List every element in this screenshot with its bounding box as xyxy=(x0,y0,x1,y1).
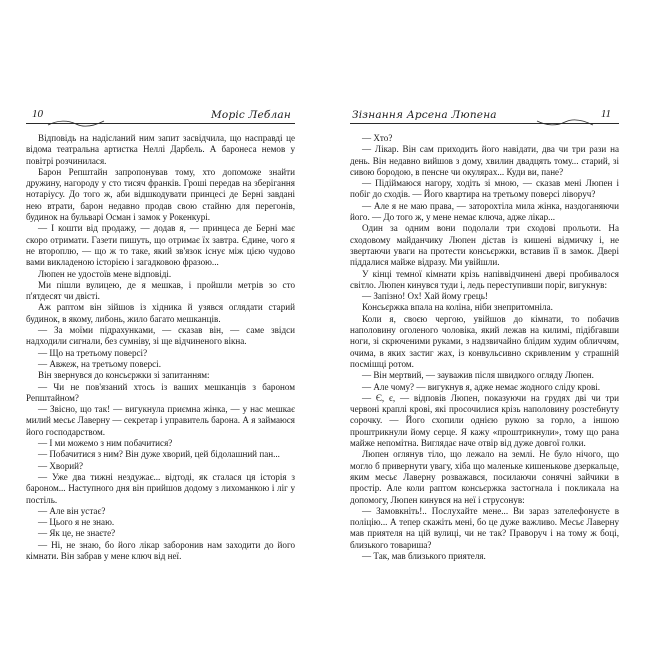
right-page xyxy=(350,107,619,562)
paragraph: — Що на третьому поверсі? xyxy=(38,347,148,358)
paragraph: — Ні, не знаю, бо його лікар заборонив нам заходити до його кімнати. Він забрав у мене ключ від неї. xyxy=(26,539,295,561)
paragraph: — Звісно, що так! — вигукнула приємна жінка, — у нас мешкає милий месьє Лаверну — секретар і управитель барона. А я займаюся його господарством. xyxy=(26,404,295,437)
right-page-header xyxy=(350,107,619,124)
paragraph: — Але він устає? xyxy=(38,505,106,516)
paragraph: — Цього я не знаю. xyxy=(38,517,115,528)
left-page-number: 10 xyxy=(32,108,43,120)
paragraph: — Побачитися з ним? Він дуже хворий, цей бідолашний пан... xyxy=(38,449,280,460)
paragraph: — Уже два тижні нездужає... відтоді, як сталася ця історія з бароном... Наступного дня він прийшов додому з лихоманкою і ліг у постіль. xyxy=(26,471,295,505)
paragraph: — Але я не маю права, — заторохтіла мила жінка, наздоганяючи його. — До того ж, у мене немає ключа, адже лікар... xyxy=(350,200,619,223)
right-page-number: 11 xyxy=(600,108,611,120)
paragraph: Барон Репштайн запропонував тому, хто допоможе знайти дружину, нагороду у сто тисяч франків. Гроші передав на зберігання нотаріусу. До того ж, аби відшкодувати принцесі де Берні завдані нею втрати, барон недавно продав свою стайню для перегонів, будинок на бульварі Осман і замок у Рокенкурі. xyxy=(26,166,295,223)
paragraph: Він звернувся до консьєржки зі запитанням: xyxy=(38,370,210,381)
left-running-head: Моріс Леблан xyxy=(210,109,291,121)
paragraph: — Підіймаюся нагору, ходіть зі мною, — сказав мені Люпен і побіг до сходів. — Його квартира на третьому поверсі ліворуч? xyxy=(350,178,619,200)
paragraph: — Хворий? xyxy=(38,460,84,471)
paragraph: Аж раптом він зійшов із хідника й узявся оглядати старий будинок, в якому, либонь, жило багато мешканців. xyxy=(26,302,295,324)
paragraph: У кінці темної кімнати крізь напіввідчинені двері пробивалося світло. Люпен кинувся туди і, ледь переступивши поріг, вигукнув: xyxy=(350,268,619,290)
paragraph: — Але чому? — вигукнув я, адже немає жодного сліду крові. xyxy=(362,381,601,392)
right-flourish-icon xyxy=(535,119,595,127)
paragraph: — І ми можемо з ним побачитися? xyxy=(38,438,173,449)
left-page xyxy=(26,107,295,562)
paragraph: — Як це, не знаєте? xyxy=(38,528,116,539)
paragraph: — Є, є, — відповів Люпен, показуючи на грудях дві чи три червоні краплі крові, які просочилися крізь наполовину розстебнуту сорочку. — Його схопили однією рукою за горло, а іншою проштрикнули йому серце. Я кажу «проштрикнули», тому що рана майже непомітна. Виглядає наче отвір від дуже довгої голки. xyxy=(350,392,619,449)
paragraph: Відповідь на надісланий ним запит засвідчила, що насправді це відома театральна артистка Неллі Дарбель. А баронеса немов у повітрі розчинилася. xyxy=(26,133,295,166)
paragraph: — Замовкніть!.. Послухайте мене... Ви зараз зателефонуєте в поліцію... А тепер скажіть мені, бо це дуже важливо. Месьє Лаверну мав приятеля на цій вулиці, чи не так? Праворуч і на тому ж боці, близького товариша? xyxy=(350,505,619,550)
paragraph: — Хто? xyxy=(362,133,393,143)
right-page-text xyxy=(350,133,619,562)
paragraph: Коли я, своєю чергою, увійшов до кімнати, то побачив наполовину оголеного чоловіка, який лежав на килимі, підібгавши ноги, зі скрюченими руками, з надзвичайно блідим худим обличчям, очима, в яких застиг жах, із конвульсивно скривленим у страшній посмішці ротом. xyxy=(350,313,619,369)
paragraph: — Авжеж, на третьому поверсі. xyxy=(38,358,161,369)
paragraph: — Лікар. Він сам приходить його навідати, два чи три рази на день. Він недавно вийшов з дому, хвилин двадцять тому... старий, зі сивою бородою, в пенсне чи окулярах... Куди ви, пане? xyxy=(350,144,619,177)
paragraph: Люпен оглянув тіло, що лежало на землі. Не було нічого, що могло б привернути увагу, хіба що маленьке кишенькове дзеркальце, яким месьє Лаверну розважався, посилаючи сонячні зайчики в простір. Але коли раптом консьєржка застогнала і покликала на допомогу, Люпен кинувся на неї і струсонув: xyxy=(350,449,619,505)
paragraph: — Запізно! Ох! Хай йому грець! xyxy=(362,291,488,302)
right-running-head: Зізнання Арсена Люпена xyxy=(352,109,497,121)
paragraph: — Так, мав близького приятеля. xyxy=(362,550,486,561)
paragraph: — Він мертвий, — зауважив після швидкого огляду Люпен. xyxy=(362,370,594,381)
paragraph: Один за одним вони подолали три сходові прольоти. На сходовому майданчику Люпен дістав із кишені відмичку і, не звертаючи уваги на протести консьєржки, вставив її в замок. Двері піддалися майже відразу. Ми увійшли. xyxy=(350,223,619,268)
paragraph: — І кошти від продажу, — додав я, — принцеса де Берні має скоро отримати. Газети пишуть, що отримає їх завтра. Єдине, чого я не второплю, — що ж то таке, який зв'язок існує між цією чудово вами викладеною історією і загадковою фразою... xyxy=(26,223,295,268)
paragraph: — За моїми підрахунками, — сказав він, — саме звідси надходили сигнали, без сумніву, зі ще відчиненого вікна. xyxy=(26,325,295,347)
paragraph: Ми пішли вулицею, де я мешкав, і пройшли метрів зо сто п'ятдесят чи двісті. xyxy=(26,279,295,302)
paragraph: Консьєржка впала на коліна, ніби знепритомніла. xyxy=(362,302,553,313)
paragraph: — Чи не пов'язаний хтось із ваших мешканців з бароном Репштайном? xyxy=(26,381,295,403)
left-page-header xyxy=(26,107,295,124)
paragraph: Люпен не удостоїв мене відповіді. xyxy=(38,268,172,279)
left-page-text xyxy=(26,133,295,562)
left-flourish-icon xyxy=(46,119,106,127)
